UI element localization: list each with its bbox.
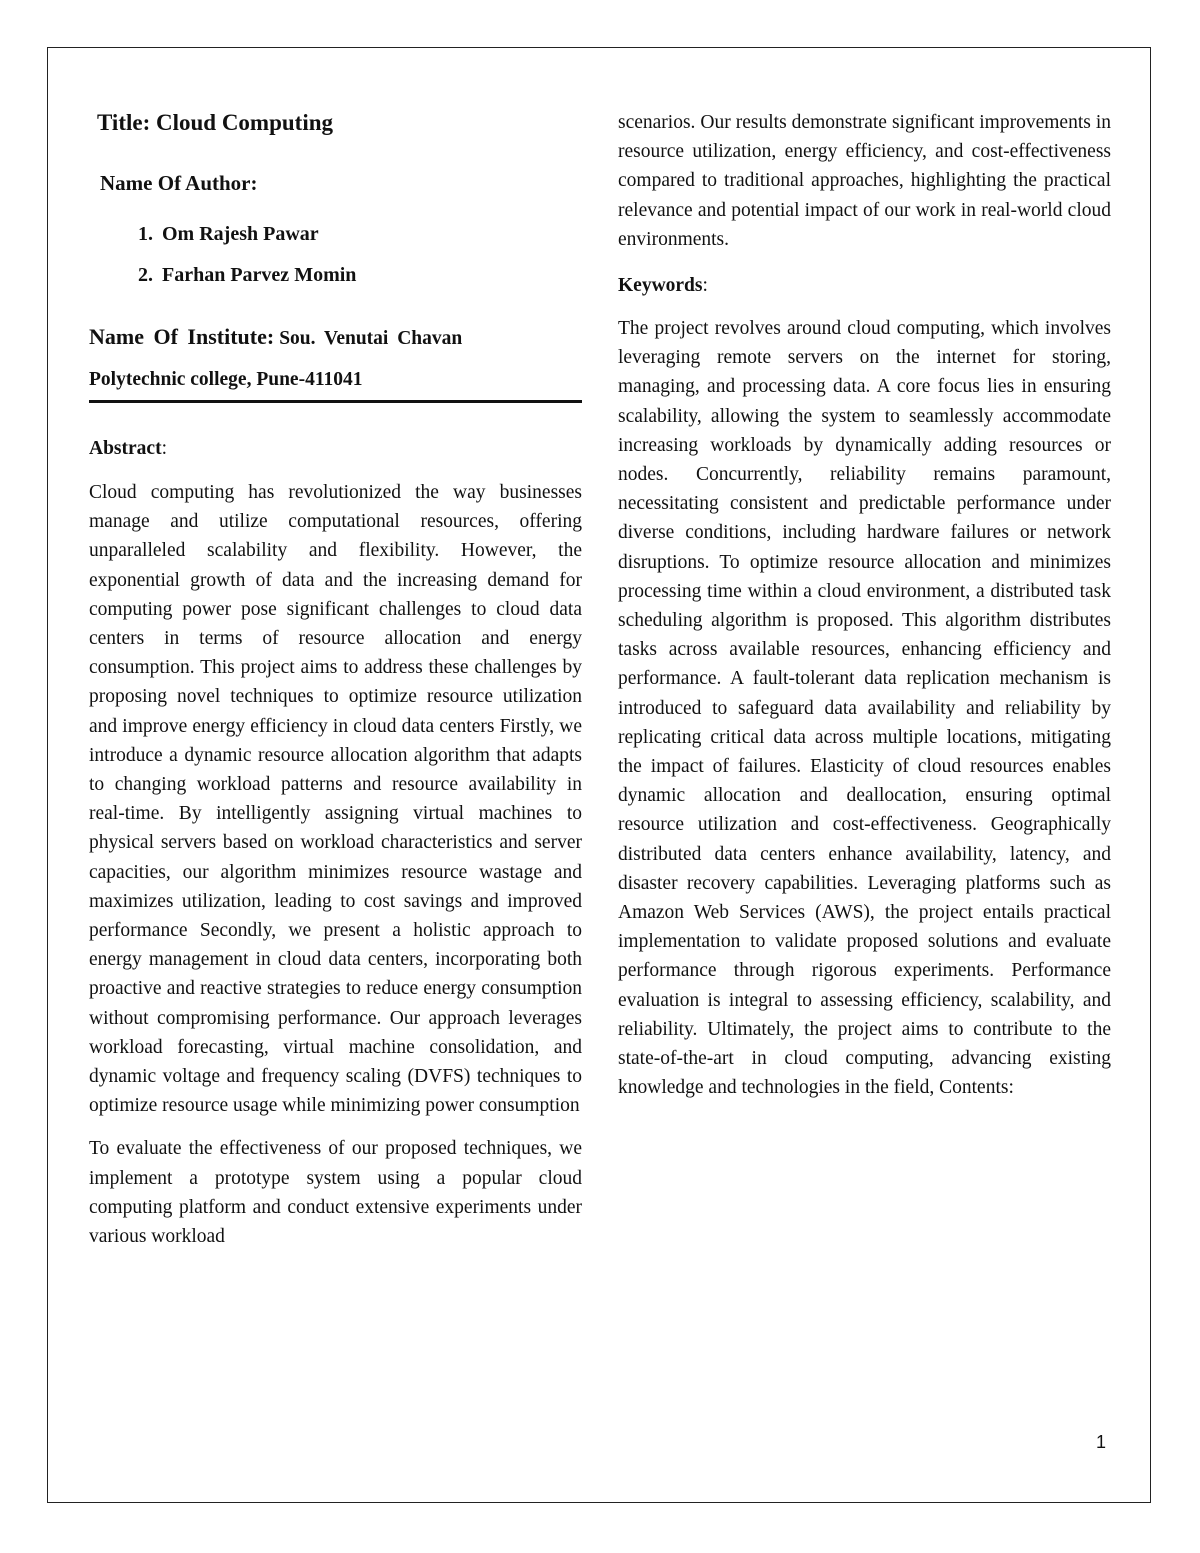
paper-title: Title: Cloud Computing <box>97 110 334 135</box>
left-column <box>89 106 582 1251</box>
institute-block <box>89 316 582 403</box>
keywords-paragraph: The project revolves around cloud computing, which involves leveraging remote servers on the internet for storing, managing, and processing data. A core focus lies in ensuring scalability, allowing the system to seamlessly accommodate increasing workloads by dynamically adding resources or nodes. Concurrently, reliability remains paramount, necessitating consistent and predictable performance under diverse conditions, including hardware failures or network disruptions. To optimize resource allocation and minimizes processing time within a cloud environment, a distributed task scheduling algorithm is proposed. This algorithm distributes tasks across available resources, enhancing efficiency and performance. A fault-tolerant data replication mechanism is introduced to safeguard data availability and reliability by replicating critical data across multiple locations, mitigating the impact of failures. Elasticity of cloud resources enables dynamic allocation and deallocation, ensuring optimal resource utilization and cost-effectiveness. Geographically distributed data centers enhance availability, latency, and disaster recovery capabilities. Leveraging platforms such as Amazon Web Services (AWS), the project entails practical implementation to validate proposed solutions and evaluate performance through rigorous experiments. Performance evaluation is integral to assessing efficiency, scalability, and reliability. Ultimately, the project aims to contribute to the state-of-the-art in cloud computing, advancing existing knowledge and technologies in the field, Contents: <box>618 318 1111 1099</box>
abstract-paragraph-2: To evaluate the effectiveness of our proposed techniques, we implement a prototype system using a popular cloud computing platform and conduct extensive experiments under various workload <box>89 1138 582 1248</box>
author-item: 2. Farhan Parvez Momin <box>158 255 582 296</box>
abstract-heading-label: Abstract <box>89 438 162 459</box>
page-number: 1 <box>1096 1432 1107 1452</box>
abstract-paragraph-continued: scenarios. Our results demonstrate significant improvements in resource utilization, energy efficiency, and cost-effectiveness compared to traditional approaches, highlighting the practical relevance and potential impact of our work in real-world cloud environments. <box>618 112 1111 250</box>
institute-name-line1: Sou. Venutai Chavan <box>279 328 463 349</box>
institute-name-line2: Polytechnic college, Pune-411041 <box>89 369 363 390</box>
keywords-heading <box>618 271 1111 300</box>
abstract-heading-colon: : <box>161 438 167 459</box>
institute-label: Name Of Institute: <box>89 324 275 349</box>
author-item: 1. Om Rajesh Pawar <box>158 214 582 255</box>
author-list <box>89 214 582 296</box>
abstract-paragraph-1: Cloud computing has revolutionized the way businesses manage and utilize computational resources, offering unparalleled scalability and flexibility. However, the exponential growth of data and the increasing demand for computing power pose significant challenges to cloud data centers in terms of resource allocation and energy consumption. This project aims to address these challenges by proposing novel techniques to optimize resource utilization and improve energy efficiency in cloud data centers Firstly, we introduce a dynamic resource allocation algorithm that adapts to changing workload patterns and resource availability in real-time. By intelligently assigning virtual machines to physical servers based on workload characteristics and server capacities, our algorithm minimizes resource wastage and maximizes utilization, leading to cost savings and improved performance Secondly, we present a holistic approach to energy management in cloud data centers, incorporating both proactive and reactive strategies to reduce energy consumption without compromising performance. Our approach leverages workload forecasting, virtual machine consolidation, and dynamic voltage and frequency scaling (DVFS) techniques to optimize resource usage while minimizing power consumption <box>89 482 582 1117</box>
abstract-heading <box>89 434 582 464</box>
right-column <box>618 108 1111 1103</box>
keywords-heading-label: Keywords <box>618 275 703 297</box>
author-heading: Name Of Author: <box>100 171 258 195</box>
keywords-heading-colon: : <box>702 275 708 297</box>
